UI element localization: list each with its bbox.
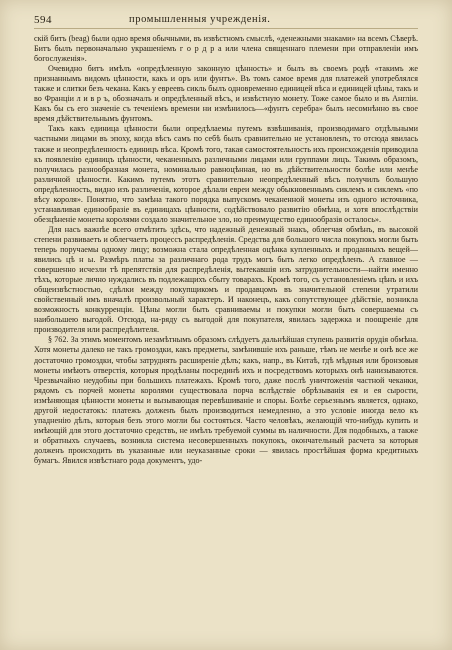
page-header: [34, 14, 418, 29]
page-number: 594: [34, 14, 52, 26]
paragraph: Для насъ важнѣе всего отмѣтить здѣсь, что надежный денежный знакъ, облегчая обмѣнъ, въ высокой степени развиваетъ и облегчаетъ процессъ распредѣленія. Средства для большого числа покупокъ могли быть теперь поручаемы одному лицу; возможна стала опредѣленная оцѣнка купленныхъ и проданныхъ вещей—явились цѣ н ы. Размѣръ платы за различнаго рода трудъ могъ быть легко опредѣленъ. А главное — совершенно исчезли тѣ препятствія для распредѣленія, вытекавшія изъ затруднительности—найти именно тѣхъ, которые лично нуждались въ подлежащихъ сбыту товарахъ. Кромѣ того, съ установленіемъ цѣнъ и ихъ общеизвѣстностью, сдѣлки между покупщикомъ и продавцомъ въ значительной степени утратили свойственный имъ вначалѣ произвольный характеръ. И наконецъ, какъ сопутствующее дѣйствіе, возникла возможность конкурренціи. Цѣны могли быть сравниваемы и покупки могли быть совершаемы съ наибольшею выгодой. Отсюда, на-ряду съ выгодой для покупателя, явилась задержка и поощреніе для производителя или распредѣлителя.: [34, 224, 418, 335]
paragraph: § 762. За этимъ моментомъ незамѣтнымъ образомъ слѣдуетъ дальнѣйшая ступень развитія орудія обмѣна. Хотя монеты далеко не такъ громоздки, какъ предметы, замѣнившіе ихъ раньше, тѣмъ не менѣе и онѣ все же достаточно громоздки, чтобы затруднять расширеніе дѣлъ; какъ, напр., въ Китаѣ, гдѣ мѣдныя или бронзовыя монеты имѣютъ отверстія, которыя продѣланы посрединѣ ихъ и посредствомъ которыхъ онѣ нанизываются. Чрезвычайно неудобны при большихъ платежахъ. Кромѣ того, даже послѣ уничтоженія частной чеканки, рядомъ съ порчей монеты королями существовала порча вслѣдствіе обрѣзыванія ея и ея сырости, измѣняющая цѣнности монеты и вызывающая перевѣшиваніе и споры. Болѣе серьезнымъ является, однако, другой недостатокъ: платежъ долженъ былъ производиться немедленно, а это условіе иногда вело къ упадненію дѣлъ, которыя безъ этого могли бы состояться. Часто человѣкъ, желающій что-нибудь купить и имѣющій для этого достаточно средствъ, не имѣлъ требуемой суммы въ наличности. Для подобныхъ, а также и обратныхъ случаевъ, возникла система несовершенныхъ покупокъ, окончательный расчета за которыя долженъ происходить въ указанные или неуказанные сроки — явилась простѣйшая форма кредитныхъ бумагъ. Явился извѣстнаго рода документъ, удо-: [34, 335, 418, 465]
paragraph: скій битъ (beag) были одно время обычными, въ извѣстномъ смыслѣ, «денежными знаками» на всемъ Сѣверѣ. Битъ былъ первоначально украшеніемъ г о р д р а или члена священнаго племени при отправленіи имъ богослуженія».: [34, 34, 418, 64]
paragraph: Очевидно битъ имѣлъ «опредѣленную законную цѣнность» и былъ въ своемъ родѣ «такимъ же признаннымъ видомъ цѣнности, какъ и оръ или фунтъ». Въ томъ самое время для платежей употреблялся также и слитки безъ чекана. Какъ у евреевъ сикль былъ одновременно единицей вѣса и единицей цѣны, такъ и во Франціи л и в р ъ, обозначалъ и опредѣленный вѣсъ, и извѣстную монету. Тоже самое было и въ Англіи. Какъ бы съ его значеніе съ теченіемъ времени ни измѣнилось—«фунтъ серебра» былъ несомнѣнно въ свое время дѣйствительнымъ фунтомъ.: [34, 64, 418, 124]
paragraph: Такъ какъ единица цѣнности были опредѣлаемы путемъ взвѣшиванія, производимаго отдѣльными частными лицами въ эпоху, когда вѣсъ самъ по себѣ былъ сравнительно не установленъ, то отсюда явилась также и неопредѣленность единицъ вѣса. Кромѣ того, такая самостоятельность ихъ происхожденія приводила къ появленію единицъ цѣнности, чеканенныхъ различными лицами или группами лицъ. Такимъ образомъ, получилась разнообразная монета, номинально равноцѣнная, но въ дѣйствительности болѣе или менѣе различной цѣнности. Какимъ путемъ этотъ сравнительно неопредѣленный вѣсъ получилъ большую опредѣленность, видно изъ различенія, которое дѣлали евреи между обыкновеннымъ сиклемъ и сиклемъ «по вѣсу короля». Понятно, что замѣна такого порядка выпускомъ чеканенной монеты изъ одного источника, устанавливая единообразіе въ единицахъ цѣнности, содѣйствовало развитію обмѣна, и хотя впослѣдствіи обезцѣненіе монеты королями создало значительное зло, но преимущество единообразія осталось».: [34, 124, 418, 224]
page-body: [34, 34, 418, 636]
running-head: промышленныя учрежденія.: [129, 14, 271, 25]
